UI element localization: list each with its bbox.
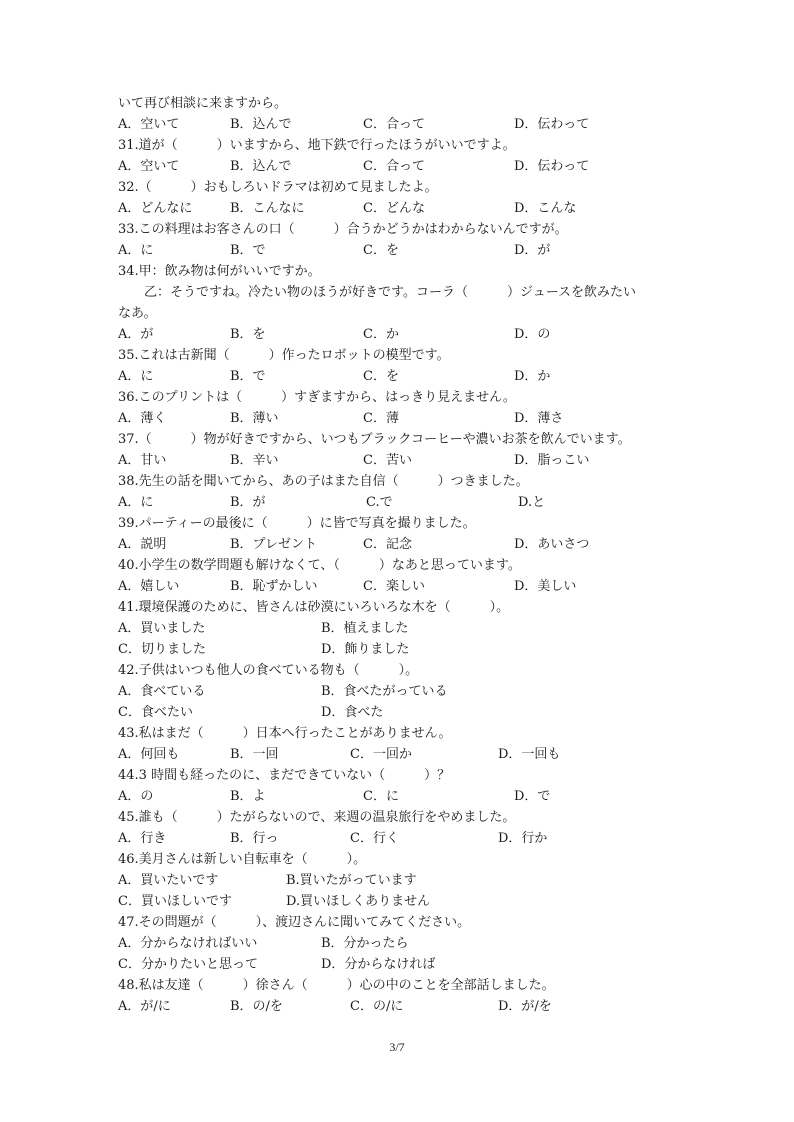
option-b: B．恥ずかしい [230,579,318,594]
option-d: D．脂っこい [514,453,590,468]
question-stem-35: 35.これは古新聞（ ）作ったロボットの模型です。 [118,348,450,363]
option-c: C．楽しい [363,579,425,594]
option-d: D.買いほしくありません [286,894,431,909]
option-a: A．買いたいです [118,873,219,888]
option-a: A．行き [118,831,167,846]
question-stem-40: 40.小学生の数学問題も解けなくて、（ ）なあと思っています。 [118,558,521,573]
option-d: D．で [514,789,551,804]
question-stem-31: 31.道が（ ）いますから、地下鉄で行ったほうがいいですよ。 [118,138,516,153]
question-stem-39: 39.パーティーの最後に（ ）に皆で写真を撮りました。 [118,516,476,531]
option-a: A．に [118,495,154,510]
option-d: D．こんな [514,201,577,216]
option-a: A．空いて [118,117,180,132]
option-c: C.で [366,495,393,510]
option-d: D．が [514,243,551,258]
option-a: A．甘い [118,453,167,468]
question-stem-46: 46.美月さんは新しい自転車を（ ）。 [118,852,367,867]
option-c: C．買いほしいです [118,894,232,909]
option-d: D．行か [498,831,548,846]
option-a: A．分からなければいい [118,936,258,951]
option-c: C．に [363,789,399,804]
option-b: B．食べたがっている [321,684,448,699]
option-a: A．買いました [118,621,206,636]
option-c: C．行く [350,831,399,846]
option-a: A．が/に [118,999,171,1014]
option-b: B．植えました [321,621,409,636]
option-b: B．を [230,327,266,342]
option-c: C．一回か [350,747,412,762]
option-d: D．が/を [498,999,552,1014]
question-stem-45: 45.誰も（ ）たがらないので、来週の温泉旅行をやめました。 [118,810,516,825]
option-b: B．の/を [230,999,283,1014]
question-stem-36: 36.このプリントは（ ）すぎますから、はっきり見えません。 [118,390,516,405]
option-c: C．合って [363,117,425,132]
question-stem-37: 37.（ ）物が好きですから、いつもブラックコーヒーや濃いお茶を飲んでいます。 [118,432,631,447]
option-d: D．あいさつ [514,537,590,552]
option-b: B．よ [230,789,266,804]
question-stem-43: 43.私はまだ（ ）日本へ行ったことがありません。 [118,726,452,741]
option-b: B．で [230,369,266,384]
option-a: A．どんなに [118,201,193,216]
option-c: C．苦い [363,453,412,468]
question-stem-48: 48.私は友達（ ）徐さん（ ）心の中のことを全部話しました。 [118,978,555,993]
option-d: D．か [514,369,551,384]
option-c: C．食べたい [118,705,193,720]
question-stem-44: 44.3 時間も経ったのに、まだできていない（ ）？ [118,768,451,783]
question-stem-34: 34.甲：飲み物は何がいいですか。 [118,264,321,279]
option-b: B．込んで [230,117,292,132]
option-c: C．を [363,243,399,258]
option-c: C．合って [363,159,425,174]
option-c: C．記念 [363,537,412,552]
option-d: D．飾りました [321,642,410,657]
option-d: D.と [518,495,546,510]
option-a: A．が [118,327,154,342]
option-b: B．プレゼント [230,537,318,552]
option-b: B．こんなに [230,201,305,216]
option-d: D．薄さ [514,411,564,426]
option-a: A．説明 [118,537,167,552]
question-stem-41: 41.環境保護のために、皆さんは砂漠にいろいろな木を（ ）。 [118,600,510,615]
option-a: A．空いて [118,159,180,174]
question-stem-33: 33.この料理はお客さんの口（ ）合うかどうかはわからないんですが。 [118,222,568,237]
option-b: B．辛い [230,453,279,468]
question-stem-42: 42.子供はいつも他人の食べている物も（ ）。 [118,663,419,678]
option-d: D．食べた [321,705,384,720]
option-b: B．分かったら [321,936,409,951]
option-c: C．か [363,327,399,342]
question-continuation: いて再び相談に来ますから。 [118,96,288,111]
option-c: C．切りました [118,642,206,657]
option-a: A．食べている [118,684,206,699]
option-d: D．の [514,327,551,342]
option-d: D．分からなければ [321,957,436,972]
option-a: A．何回も [118,747,180,762]
option-a: A．嬉しい [118,579,180,594]
option-b: B．一回 [230,747,279,762]
question-stem-47: 47.その問題が（ ）、渡辺さんに聞いてみてください。 [118,915,471,930]
option-b: B．が [230,495,266,510]
option-b: B．込んで [230,159,292,174]
question-stem-34-line3: なあ。 [118,306,157,321]
option-b: B．薄い [230,411,279,426]
option-a: A．の [118,789,154,804]
option-d: D．美しい [514,579,577,594]
option-d: D．伝わって [514,117,590,132]
option-c: C．どんな [363,201,425,216]
option-a: A．薄く [118,411,167,426]
page-number: 3/7 [389,1040,405,1054]
option-c: C．薄 [363,411,399,426]
question-stem-34-line2: 乙：そうですね。冷たい物のほうが好きです。コーラ（ ）ジュースを飲みたい [144,285,637,300]
option-c: C．分かりたいと思って [118,957,258,972]
option-b: B．行っ [230,831,279,846]
option-b: B.買いたがっています [286,873,417,888]
option-c: C．を [363,369,399,384]
option-a: A．に [118,369,154,384]
option-c: C．の/に [350,999,404,1014]
option-b: B．で [230,243,266,258]
option-d: D．伝わって [514,159,590,174]
option-a: A．に [118,243,154,258]
option-d: D．一回も [498,747,561,762]
question-stem-32: 32.（ ）おもしろいドラマは初めて見ましたよ。 [118,180,438,195]
question-stem-38: 38.先生の話を聞いてから、あの子はまた自信（ ）つきました。 [118,474,529,489]
